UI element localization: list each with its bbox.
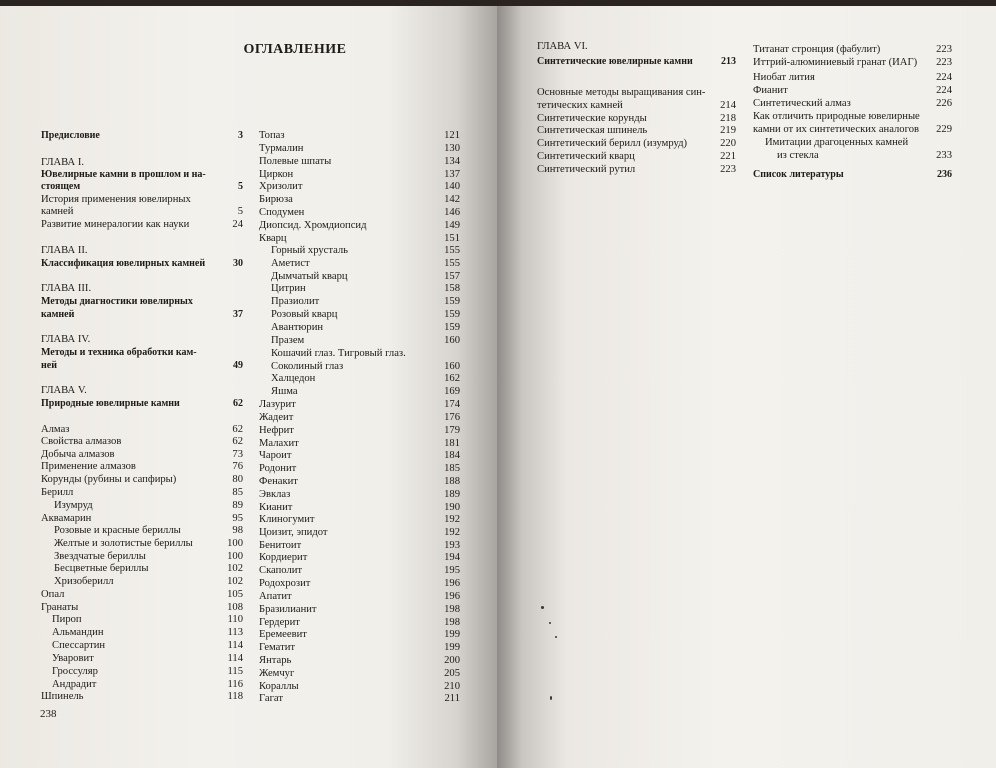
paper-speck [541, 606, 544, 609]
toc-entry-title: Розовый кварц [271, 309, 338, 320]
toc-entry-title: Кораллы [259, 681, 299, 692]
toc-entry-page: 116 [227, 679, 243, 690]
toc-entry-title: Эвклаз [259, 489, 291, 500]
toc-entry-page: 149 [444, 220, 460, 231]
toc-entry-page: 100 [227, 538, 243, 549]
toc-entry-page: 211 [444, 693, 460, 704]
toc-entry-title: из стекла [777, 150, 819, 161]
toc-entry-title: Кошачий глаз. Тигровый глаз. [271, 348, 406, 359]
toc-entry-page: 5 [238, 181, 243, 192]
toc-entry-page: 89 [232, 500, 243, 511]
toc-entry-title: Хризоберилл [54, 576, 114, 587]
toc-entry-title: Как отличить природные ювелирные [753, 111, 920, 122]
toc-entry-page: 95 [232, 513, 243, 524]
toc-entry-page: 185 [444, 463, 460, 474]
toc-entry-page: 223 [720, 164, 736, 175]
toc-entry-page: 198 [444, 604, 460, 615]
toc-entry-title: камней [41, 206, 74, 217]
toc-entry-title: Бразилианит [259, 604, 317, 615]
toc-entry-page: 62 [233, 398, 243, 409]
toc-entry-title: Альмандин [52, 627, 104, 638]
toc-entry-page: 159 [444, 322, 460, 333]
toc-entry-page: 169 [444, 386, 460, 397]
toc-entry-page: 100 [227, 551, 243, 562]
toc-entry-page: 108 [227, 602, 243, 613]
toc-entry-page: 160 [444, 361, 460, 372]
toc-entry-title: Горный хрусталь [271, 245, 349, 256]
toc-entry-page: 184 [444, 450, 460, 461]
toc-entry-page: 214 [720, 100, 736, 111]
toc-entry-page: 160 [444, 335, 460, 346]
toc-entry-title: Жадеит [259, 412, 294, 423]
toc-entry-page: 5 [237, 206, 243, 217]
toc-title: ОГЛАВЛЕНИЕ [243, 42, 347, 57]
toc-entry-title: Предисловие [41, 130, 100, 141]
toc-entry-title: Янтарь [259, 655, 292, 666]
toc-entry-page: 76 [232, 461, 243, 472]
toc-entry-page: 219 [720, 125, 736, 136]
toc-entry-title: Соколиный глаз [271, 361, 344, 372]
left-page [0, 6, 497, 768]
toc-entry-title: ГЛАВА IV. [41, 334, 91, 345]
toc-entry-title: Берилл [41, 487, 74, 498]
toc-entry-title: Спессартин [52, 640, 106, 651]
toc-entry-page: 110 [227, 614, 243, 625]
toc-entry-page: 190 [444, 502, 460, 513]
toc-entry-page: 102 [227, 576, 243, 587]
toc-entry-page: 137 [444, 169, 460, 180]
toc-entry-page: 24 [232, 219, 243, 230]
toc-entry-page: 192 [444, 527, 460, 538]
toc-entry-title: Клиногумит [259, 514, 315, 525]
toc-entry-page: 130 [444, 143, 460, 154]
toc-entry-page: 80 [232, 474, 243, 485]
toc-entry-page: 179 [444, 425, 460, 436]
toc-entry-title: Жемчуг [259, 668, 295, 679]
toc-entry-page: 3 [238, 130, 243, 141]
toc-entry-title: Синтетический рутил [537, 164, 636, 175]
toc-entry-page: 176 [444, 412, 460, 423]
toc-entry-page: 146 [444, 207, 460, 218]
toc-entry-page: 213 [721, 56, 736, 67]
toc-entry-title: Синтетическая шпинель [537, 125, 648, 136]
toc-entry-title: Уваровит [52, 653, 94, 664]
toc-entry-title: Аквамарин [41, 513, 92, 524]
toc-entry-title: ГЛАВА VI. [537, 41, 588, 52]
toc-entry-title: Алмаз [41, 424, 70, 435]
toc-entry-page: 223 [936, 44, 952, 55]
toc-entry-title: Кварц [259, 233, 287, 244]
toc-entry-page: 194 [444, 552, 460, 563]
toc-entry-title: Гагат [259, 693, 283, 704]
toc-entry-page: 30 [233, 258, 243, 269]
toc-entry-page: 142 [444, 194, 460, 205]
toc-entry-title: Синтетический кварц [537, 151, 635, 162]
toc-entry-page: 226 [936, 98, 952, 109]
toc-entry-title: Список литературы [753, 169, 844, 180]
toc-entry-title: Фианит [753, 85, 788, 96]
toc-entry-title: Методы диагностики ювелирных [41, 296, 193, 307]
toc-entry-page: 181 [444, 438, 460, 449]
toc-entry-title: Турмалин [259, 143, 304, 154]
toc-entry-title: Родонит [259, 463, 297, 474]
toc-entry-title: Андрадит [52, 679, 97, 690]
toc-entry-title: Аметист [271, 258, 310, 269]
toc-entry-title: Топаз [259, 130, 285, 141]
toc-entry-title: стоящем [41, 181, 81, 192]
toc-entry-title: ГЛАВА V. [41, 385, 87, 396]
toc-entry-page: 113 [227, 627, 243, 638]
toc-entry-page: 236 [937, 169, 952, 180]
toc-entry-page: 196 [444, 578, 460, 589]
toc-entry-page: 98 [232, 525, 243, 536]
toc-entry-title: Диопсид. Хромдиопсид [259, 220, 367, 231]
toc-entry-title: Ювелирные камни в прошлом и на- [41, 169, 206, 180]
toc-entry-page: 134 [444, 156, 460, 167]
toc-entry-page: 159 [444, 296, 460, 307]
toc-entry-page: 200 [444, 655, 460, 666]
toc-entry-title: Цитрин [271, 283, 306, 294]
toc-entry-title: Шпинель [41, 691, 84, 702]
toc-entry-title: Имитации драгоценных камней [765, 137, 909, 148]
toc-entry-page: 37 [233, 309, 243, 320]
toc-entry-page: 205 [444, 668, 460, 679]
toc-entry-page: 140 [444, 181, 460, 192]
toc-entry-title: Дымчатый кварц [271, 271, 348, 282]
toc-entry-title: Применение алмазов [41, 461, 136, 472]
toc-entry-page: 199 [444, 629, 460, 640]
toc-entry-page: 114 [227, 653, 243, 664]
toc-entry-page: 105 [227, 589, 243, 600]
toc-entry-title: Корунды (рубины и сапфиры) [41, 474, 177, 485]
toc-entry-page: 62 [232, 436, 243, 447]
toc-entry-title: Кордиерит [259, 552, 308, 563]
toc-entry-page: 73 [232, 449, 243, 460]
toc-entry-title: Гематит [259, 642, 296, 653]
toc-entry-page: 218 [720, 113, 736, 124]
toc-entry-title: Бирюза [259, 194, 293, 205]
toc-entry-page: 85 [232, 487, 243, 498]
toc-entry-title: Яшма [271, 386, 298, 397]
toc-entry-page: 151 [444, 233, 460, 244]
toc-entry-title: Природные ювелирные камни [41, 398, 180, 409]
toc-entry-page: 198 [444, 617, 460, 628]
toc-entry-title: Цоизит, эпидот [259, 527, 328, 538]
toc-entry-page: 157 [444, 271, 460, 282]
toc-entry-page: 199 [444, 642, 460, 653]
toc-entry-title: ГЛАВА III. [41, 283, 92, 294]
toc-entry-title: Полевые шпаты [259, 156, 332, 167]
toc-entry-page: 49 [233, 360, 243, 371]
toc-entry-title: Циркон [259, 169, 294, 180]
toc-entry-page: 221 [720, 151, 736, 162]
toc-entry-title: Синтетические корунды [537, 113, 647, 124]
toc-entry-title: Апатит [259, 591, 292, 602]
toc-entry-title: камни от их синтетических аналогов [753, 124, 919, 135]
toc-entry-page: 224 [936, 85, 952, 96]
toc-entry-title: Празиолит [271, 296, 320, 307]
toc-entry-page: 115 [227, 666, 243, 677]
toc-entry-page: 155 [444, 245, 460, 256]
toc-entry-page: 210 [444, 681, 460, 692]
toc-entry-page: 224 [936, 72, 952, 83]
toc-entry-title: Иттрий-алюминиевый гранат (ИАГ) [753, 57, 918, 68]
toc-entry-title: Гранаты [41, 602, 79, 613]
paper-speck [550, 696, 552, 700]
toc-entry-page: 220 [720, 138, 736, 149]
toc-entry-title: Родохрозит [259, 578, 311, 589]
paper-speck [549, 622, 551, 624]
toc-entry-title: Добыча алмазов [41, 449, 115, 460]
toc-entry-page: 114 [227, 640, 243, 651]
toc-entry-title: Ниобат лития [753, 72, 815, 83]
toc-entry-title: Малахит [259, 438, 299, 449]
toc-entry-page: 229 [936, 124, 952, 135]
toc-entry-page: 162 [444, 373, 460, 384]
toc-entry-title: Пироп [52, 614, 82, 625]
toc-entry-title: Бесцветные бериллы [54, 563, 149, 574]
toc-entry-page: 188 [444, 476, 460, 487]
toc-entry-title: Халцедон [271, 373, 316, 384]
toc-entry-title: История применения ювелирных [41, 194, 191, 205]
toc-entry-page: 158 [444, 283, 460, 294]
toc-entry-title: Еремеевит [259, 629, 307, 640]
toc-entry-title: Гроссуляр [52, 666, 98, 677]
toc-entry-title: Фенакит [259, 476, 298, 487]
toc-entry-title: Чароит [259, 450, 292, 461]
toc-entry-title: Сподумен [259, 207, 305, 218]
toc-entry-title: Бенитоит [259, 540, 302, 551]
toc-entry-page: 159 [444, 309, 460, 320]
toc-entry-page: 196 [444, 591, 460, 602]
toc-entry-title: Методы и техника обработки кам- [41, 347, 197, 358]
toc-entry-title: Авантюрин [271, 322, 324, 333]
toc-entry-title: Нефрит [259, 425, 294, 436]
toc-entry-title: Синтетические ювелирные камни [537, 56, 693, 67]
toc-entry-title: Желтые и золотистые бериллы [54, 538, 193, 549]
toc-entry-title: Титанат стронция (фабулит) [753, 44, 881, 55]
toc-entry-title: Розовые и красные бериллы [54, 525, 181, 536]
toc-entry-title: Классификация ювелирных камней [41, 258, 206, 269]
toc-entry-page: 155 [444, 258, 460, 269]
toc-entry-title: Гердерит [259, 617, 300, 628]
toc-entry-title: тетических камней [537, 100, 623, 111]
toc-entry-page: 192 [444, 514, 460, 525]
page-number: 238 [40, 708, 57, 720]
toc-entry-title: Свойства алмазов [41, 436, 122, 447]
toc-entry-title: Празем [271, 335, 305, 346]
toc-entry-title: Опал [41, 589, 65, 600]
toc-entry-title: Синтетический берилл (изумруд) [537, 138, 688, 149]
toc-entry-title: Хризолит [259, 181, 303, 192]
toc-entry-title: ГЛАВА I. [41, 157, 85, 168]
toc-entry-page: 195 [444, 565, 460, 576]
toc-entry-page: 174 [444, 399, 460, 410]
toc-entry-title: ГЛАВА II. [41, 245, 88, 256]
toc-entry-title: камней [41, 309, 75, 320]
toc-entry-title: Синтетический алмаз [753, 98, 851, 109]
toc-entry-title: Изумруд [54, 500, 93, 511]
toc-entry-title: ней [41, 360, 57, 371]
toc-entry-title: Основные методы выращивания син- [537, 87, 706, 98]
toc-entry-page: 233 [936, 150, 952, 161]
toc-entry-page: 193 [444, 540, 460, 551]
toc-entry-page: 62 [232, 424, 243, 435]
toc-entry-title: Кианит [259, 502, 293, 513]
toc-entry-title: Развитие минералогии как науки [41, 219, 190, 230]
toc-entry-page: 102 [227, 563, 243, 574]
toc-entry-title: Лазурит [259, 399, 296, 410]
toc-entry-title: Скаполит [259, 565, 303, 576]
paper-speck [555, 636, 557, 638]
toc-entry-page: 118 [227, 691, 243, 702]
toc-entry-title: Звездчатые бериллы [54, 551, 146, 562]
toc-entry-page: 189 [444, 489, 460, 500]
toc-entry-page: 223 [936, 57, 952, 68]
right-page [497, 6, 996, 768]
toc-entry-page: 121 [444, 130, 460, 141]
